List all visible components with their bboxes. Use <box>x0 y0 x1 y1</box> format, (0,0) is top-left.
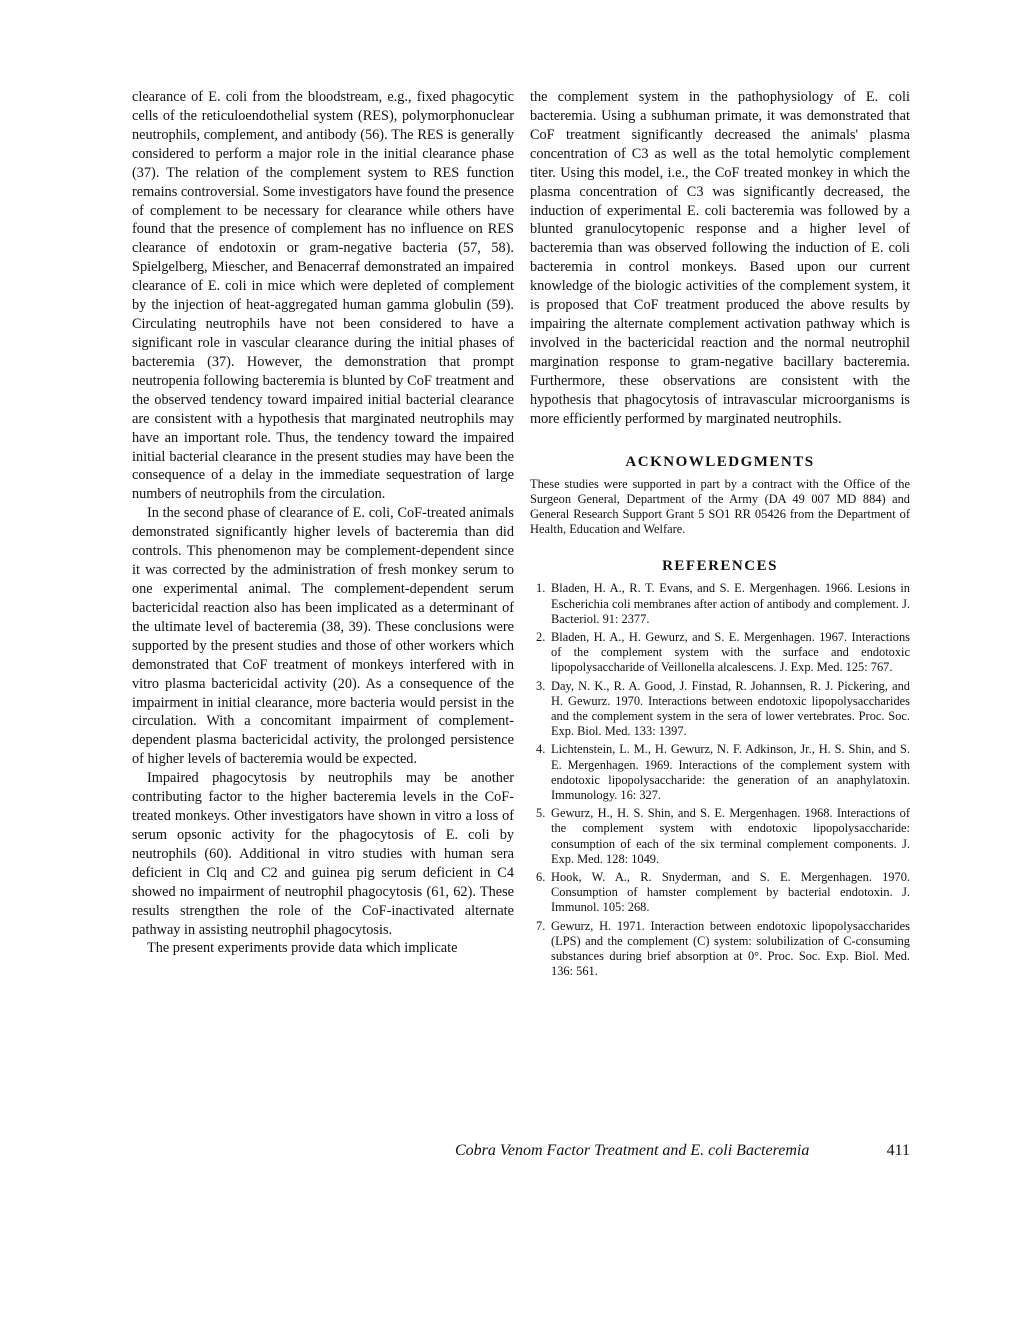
reference-number: 3. <box>536 678 546 693</box>
reference-text: Gewurz, H., H. S. Shin, and S. E. Mergenhagen. 1968. Interactions of the complement system with endotoxic lipopolysaccharide: consumption of each of the six terminal complement components. J. Exp. Med. 128: 1049. <box>551 806 910 866</box>
reference-text: Gewurz, H. 1971. Interaction between endotoxic lipopolysaccharides (LPS) and the complement (C) system: solubilization of C-consuming substances during brief absorption at 0°. Proc. Soc. Exp. Biol. Med. 136: 561. <box>551 918 910 979</box>
page-number: 411 <box>886 1142 910 1159</box>
reference-item <box>530 870 910 916</box>
right-column <box>530 88 910 982</box>
acknowledgments-text: These studies were supported in part by a contract with the Office of the Surgeon General, Department of the Army (DA 49 007 MD 884) and General Research Support Grant 5 SO1 RR 05426 from the Department of Health, Education and Welfare. <box>530 476 910 537</box>
reference-text: Day, N. K., R. A. Good, J. Finstad, R. Johannsen, R. J. Pickering, and H. Gewurz. 1970. Interactions between endotoxic lipopolysaccharides and the complement system in the sera of lower vertebrates. Proc. Soc. Exp. Biol. Med. 133: 1397. <box>551 678 910 739</box>
reference-text: Lichtenstein, L. M., H. Gewurz, N. F. Adkinson, Jr., H. S. Shin, and S. E. Mergenhagen. 1969. Interactions of the complement system with endotoxic lipopolysaccharide: the generation of an anaphylatoxin. Immunology. 16: 327. <box>551 742 910 803</box>
reference-list <box>530 581 910 979</box>
reference-number: 1. <box>536 581 546 596</box>
running-title: Cobra Venom Factor Treatment and E. coli Bacteremia <box>455 1142 810 1159</box>
references-heading: REFERENCES <box>662 558 778 575</box>
reference-text: Bladen, H. A., R. T. Evans, and S. E. Mergenhagen. 1966. Lesions in Escherichia coli membranes after action of antibody and complement. J. Bacteriol. 91: 2377. <box>551 581 910 626</box>
reference-number: 5. <box>536 806 546 821</box>
reference-number: 2. <box>536 630 546 645</box>
acknowledgments-heading: ACKNOWLEDGMENTS <box>625 453 815 470</box>
reference-item <box>530 806 910 867</box>
reference-number: 7. <box>536 918 546 933</box>
reference-item <box>530 742 910 803</box>
page-footer <box>455 1142 910 1160</box>
reference-text: Hook, W. A., R. Snyderman, and S. E. Mergenhagen. 1970. Consumption of hamster complement by bacterial endotoxin. J. Immunol. 105: 268. <box>551 870 910 915</box>
body-paragraph: In the second phase of clearance of E. coli, CoF-treated animals demonstrated significantly higher levels of bacteremia than did controls. This phenomenon may be complement-dependent since it was corrected by the administration of fresh monkey serum to one experimental animal. The complement-dependent serum bactericidal reaction also has been implicated as a determinant of the ultimate level of bacteremia (38, 39). These conclusions were supported by the present studies and those of other workers which demonstrated that CoF treatment of monkeys interfered with in vitro plasma bactericidal activity (20). As a consequence of the impairment in initial clearance, more bacteria would persist in the circulation. With a concomitant impairment of complement-dependent plasma bactericidal activity, the prolonged persistence of higher levels of bacteremia would be expected. <box>132 505 514 768</box>
reference-item <box>530 581 910 627</box>
body-paragraph: clearance of E. coli from the bloodstream, e.g., fixed phagocytic cells of the reticuloendothelial system (RES), polymorphonuclear neutrophils, complement, and antibody (56). The RES is generally considered to perform a major role in the initial clearance phase (37). The relation of the complement system to RES function remains controversial. Some investigators have found the presence of complement to be necessary for clearance while others have found that the presence of complement has no influence on RES clearance of endotoxin or gram-negative bacteria (57, 58). Spielgelberg, Miescher, and Benacerraf demonstrated an impaired clearance of E. coli in mice which were depleted of complement by the injection of heat-aggregated human gamma globulin (59). Circulating neutrophils have not been considered to have a significant role in vascular clearance during the initial phases of bacteremia (37). However, the demonstration that prompt neutropenia following bacteremia is blunted by CoF treatment and the observed tendency toward impaired initial bacterial clearance are consistent with a hypothesis that marginated neutrophils may have an important role. Thus, the tendency toward the impaired initial bacterial clearance in the present studies may have been the consequence of a delay in the immediate sequestration of large numbers of neutrophils from the circulation. <box>132 89 514 503</box>
reference-text: Bladen, H. A., H. Gewurz, and S. E. Mergenhagen. 1967. Interactions of the complement system with the surface and endotoxic lipopolysaccharide of Veillonella alcalescens. J. Exp. Med. 125: 767. <box>551 630 910 675</box>
reference-item <box>530 630 910 676</box>
reference-number: 6. <box>536 870 546 885</box>
body-paragraph: The present experiments provide data which implicate <box>147 940 458 957</box>
left-column <box>132 88 514 958</box>
body-paragraph: the complement system in the pathophysiology of E. coli bacteremia. Using a subhuman primate, it was demonstrated that CoF treatment significantly decreased the animals' plasma concentration of C3 as well as the total hemolytic complement titer. Using this model, i.e., the CoF treated monkey in which the plasma concentration of C3 was significantly decreased, the induction of experimental E. coli bacteremia was followed by a blunted granulocytopenic response and a higher level of bacteremia than was observed following the induction of E. coli bacteremia in control monkeys. Based upon our current knowledge of the biologic activities of the complement system, it is proposed that CoF treatment produced the above results by impairing the alternate complement activation pathway which is involved in the bactericidal reaction and the normal neutrophil margination response to gram-negative bacillary bacteremia. Furthermore, these observations are consistent with the hypothesis that phagocytosis of intravascular microorganisms is more efficiently performed by marginated neutrophils. <box>530 89 910 427</box>
body-paragraph: Impaired phagocytosis by neutrophils may be another contributing factor to the higher bacteremia levels in the CoF-treated monkeys. Other investigators have shown in vitro a loss of serum opsonic activity for the phagocytosis of E. coli by neutrophils (60). Additional in vitro studies with human sera deficient in Clq and C2 and guinea pig serum deficient in C4 showed no impairment of neutrophil phagocytosis (61, 62). These results strengthen the role of the CoF-inactivated alternate pathway in assisting neutrophil phagocytosis. <box>132 770 514 938</box>
reference-item <box>530 919 910 980</box>
reference-item <box>530 679 910 740</box>
reference-number: 4. <box>536 742 546 757</box>
